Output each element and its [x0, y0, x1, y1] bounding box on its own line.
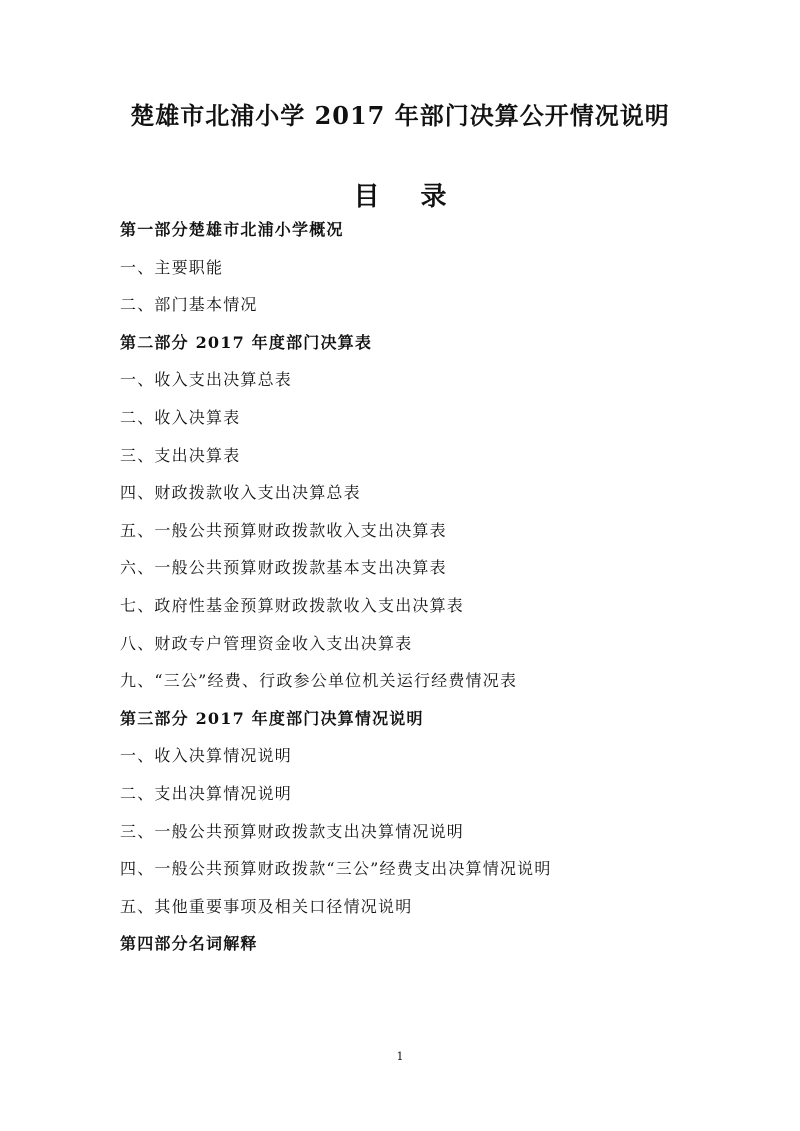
page-number: 1: [396, 1050, 404, 1063]
toc-item[interactable]: 二、部门基本情况: [120, 295, 258, 315]
toc-part-4[interactable]: 第四部分名词解释: [120, 934, 258, 954]
table-of-contents: [120, 218, 740, 970]
toc-item[interactable]: 九、“三公”经费、行政参公单位机关运行经费情况表: [120, 671, 518, 691]
toc-heading: 目 录: [353, 182, 463, 212]
toc-item[interactable]: 三、一般公共预算财政拨款支出决算情况说明: [120, 821, 465, 841]
toc-item[interactable]: 一、主要职能: [120, 257, 224, 277]
toc-item[interactable]: 三、支出决算表: [120, 445, 241, 465]
toc-part-1[interactable]: 第一部分楚雄市北浦小学概况: [120, 220, 344, 239]
toc-part-2[interactable]: 第二部分 2017 年度部门决算表: [120, 332, 373, 352]
toc-item[interactable]: 二、收入决算表: [120, 407, 241, 427]
toc-item[interactable]: 七、政府性基金预算财政拨款收入支出决算表: [120, 595, 465, 615]
page-title: 楚雄市北浦小学 2017 年部门决算公开情况说明: [130, 101, 670, 130]
toc-item[interactable]: 五、一般公共预算财政拨款收入支出决算表: [120, 520, 447, 540]
toc-item[interactable]: 二、支出决算情况说明: [120, 783, 293, 803]
toc-item[interactable]: 四、财政拨款收入支出决算总表: [120, 483, 361, 503]
toc-item[interactable]: 八、财政专户管理资金收入支出决算表: [120, 633, 413, 653]
toc-part-3[interactable]: 第三部分 2017 年度部门决算情况说明: [120, 708, 424, 728]
toc-item[interactable]: 一、收入决算情况说明: [120, 746, 293, 766]
toc-item[interactable]: 五、其他重要事项及相关口径情况说明: [120, 896, 413, 916]
toc-item[interactable]: 四、一般公共预算财政拨款“三公”经费支出决算情况说明: [120, 859, 552, 879]
toc-item[interactable]: 一、收入支出决算总表: [120, 370, 293, 390]
toc-item[interactable]: 六、一般公共预算财政拨款基本支出决算表: [120, 558, 447, 578]
